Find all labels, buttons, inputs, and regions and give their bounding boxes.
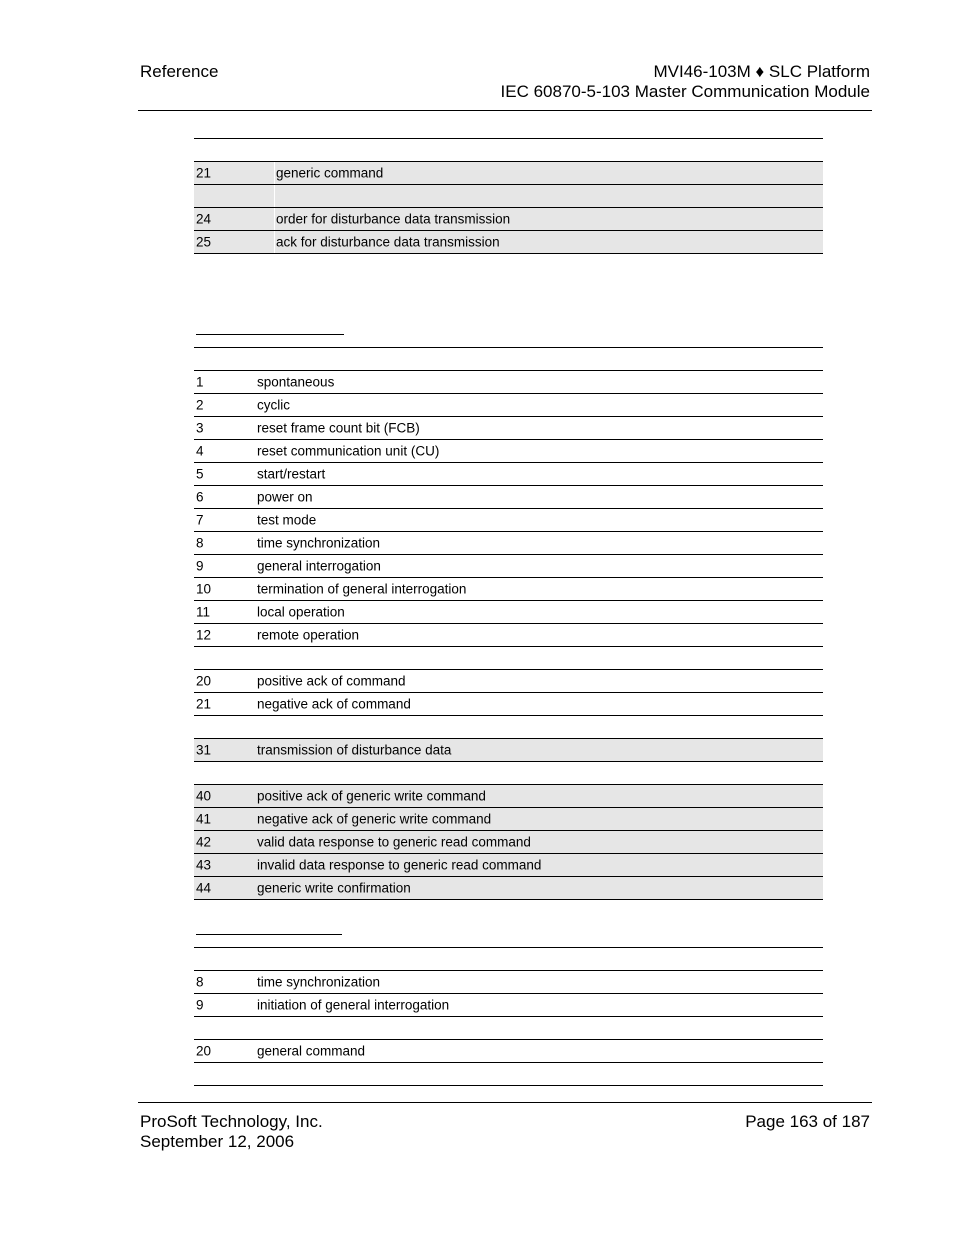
row-code: 7: [196, 512, 204, 528]
row-code: 31: [196, 742, 212, 758]
row-desc: reset communication unit (CU): [257, 443, 440, 459]
row-desc: positive ack of command: [257, 673, 406, 689]
row-desc: initiation of general interrogation: [257, 997, 450, 1013]
table-row: [194, 509, 823, 532]
table-row: [194, 971, 823, 994]
row-code: 40: [196, 788, 212, 804]
row-desc: termination of general interrogation: [257, 581, 467, 597]
table-row: [194, 162, 823, 185]
row-desc: spontaneous: [257, 374, 335, 390]
table-row: [194, 762, 823, 785]
header-rule: [138, 110, 872, 111]
footer-company: ProSoft Technology, Inc.: [140, 1112, 323, 1131]
row-desc: order for disturbance data transmission: [276, 211, 511, 227]
row-code: 41: [196, 811, 212, 827]
table-row: [194, 854, 823, 877]
row-desc: valid data response to generic read command: [257, 834, 531, 850]
row-code: 42: [196, 834, 212, 850]
row-desc: power on: [257, 489, 313, 505]
row-desc: positive ack of generic write command: [257, 788, 486, 804]
row-code: 44: [196, 880, 212, 896]
table-row: [194, 948, 823, 971]
table-cot-control-caption-rule: [196, 934, 342, 935]
table-cot-monitor: [194, 347, 823, 900]
row-desc: time synchronization: [257, 535, 381, 551]
row-code: 43: [196, 857, 212, 873]
row-code: 1: [196, 374, 204, 390]
row-desc: invalid data response to generic read command: [257, 857, 542, 873]
table-row: [194, 785, 823, 808]
row-desc: test mode: [257, 512, 317, 528]
row-desc: time synchronization: [257, 974, 381, 990]
row-code: 3: [196, 420, 204, 436]
table-row: [194, 994, 823, 1017]
table-row: [194, 394, 823, 417]
table-row: [194, 808, 823, 831]
row-desc: negative ack of command: [257, 696, 411, 712]
row-code: 8: [196, 535, 204, 551]
footer-page-number: Page 163 of 187: [745, 1112, 870, 1131]
header-product-line: MVI46-103M ♦ SLC Platform: [653, 62, 870, 81]
row-desc: generic write confirmation: [257, 880, 411, 896]
table-row: [194, 440, 823, 463]
row-desc: local operation: [257, 604, 345, 620]
table-row: [194, 371, 823, 394]
header-section: Reference: [140, 62, 219, 81]
row-code: 9: [196, 558, 204, 574]
table-row: [194, 693, 823, 716]
table-row: [194, 463, 823, 486]
row-desc: general interrogation: [257, 558, 381, 574]
table-cot-monitor-caption-rule: [196, 334, 344, 335]
row-desc: cyclic: [257, 397, 290, 413]
table-row: [194, 601, 823, 624]
row-code: 20: [196, 673, 212, 689]
header-product-name: IEC 60870-5-103 Master Communication Module: [500, 82, 870, 101]
footer-date: September 12, 2006: [140, 1132, 295, 1151]
row-code: 8: [196, 974, 204, 990]
table-row: [194, 555, 823, 578]
row-code: 21: [196, 165, 212, 181]
table-commands-top-rule: [194, 138, 823, 139]
row-desc: negative ack of generic write command: [257, 811, 492, 827]
table-row: [194, 831, 823, 854]
row-desc: ack for disturbance data transmission: [276, 234, 500, 250]
row-code: 12: [196, 627, 212, 643]
table-row: [194, 670, 823, 693]
row-desc: remote operation: [257, 627, 360, 643]
row-code: 5: [196, 466, 204, 482]
table-row: [194, 208, 823, 231]
table-row: [194, 739, 823, 762]
row-code: 10: [196, 581, 212, 597]
table-row: [194, 647, 823, 670]
row-code: 21: [196, 696, 212, 712]
row-desc: reset frame count bit (FCB): [257, 420, 420, 436]
table-row: [194, 716, 823, 739]
row-desc: start/restart: [257, 466, 326, 482]
header-product: [501, 62, 870, 102]
row-code: 2: [196, 397, 204, 413]
row-code: 25: [196, 234, 212, 250]
table-row: [194, 1040, 823, 1063]
row-code: 6: [196, 489, 204, 505]
table-row: [194, 532, 823, 555]
footer-info: [140, 1112, 323, 1152]
row-desc: generic command: [276, 165, 384, 181]
row-code: 11: [196, 604, 211, 620]
row-code: 20: [196, 1043, 212, 1059]
table-row: [194, 231, 823, 254]
row-code: 4: [196, 443, 204, 459]
row-code: 24: [196, 211, 212, 227]
table-cot-control: [194, 947, 823, 1086]
table-row: [194, 1017, 823, 1040]
table-row: [194, 877, 823, 900]
table-row: [194, 417, 823, 440]
footer-rule: [138, 1102, 872, 1103]
table-commands: [194, 161, 823, 254]
table-row: [194, 348, 823, 371]
row-desc: general command: [257, 1043, 366, 1059]
table-row: [194, 486, 823, 509]
table-row: [194, 624, 823, 647]
row-desc: transmission of disturbance data: [257, 742, 452, 758]
table-row: [194, 1063, 823, 1086]
table-row: [194, 578, 823, 601]
table-row: [194, 185, 823, 208]
row-code: 9: [196, 997, 204, 1013]
